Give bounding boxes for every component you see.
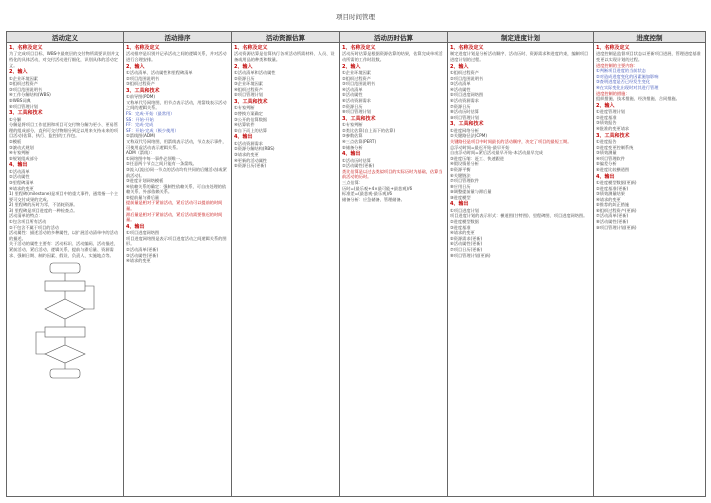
text-line: ③组织过程资产 — [126, 81, 155, 87]
text-line: 2) 里程碑的历时为零，不消耗资源。 — [9, 202, 78, 208]
section-heading: 4、输出 — [342, 151, 361, 158]
text-line: ①企业环境因素 — [9, 75, 38, 81]
header-resource-estimating: 活动资源估算 — [232, 32, 340, 43]
section-heading: 2、输入 — [596, 102, 615, 109]
section-heading: 2、输入 — [450, 63, 469, 70]
text-line: ⑧活动历时估算 — [450, 109, 479, 115]
text-line: ③活动属性(更新) — [126, 252, 159, 258]
text-line: ①活动清单、活动属性和里程碑清单 — [126, 70, 193, 75]
section-heading: 2、输入 — [126, 63, 145, 70]
text-line: 总浮动时间=最迟开始-最早开始 — [450, 144, 510, 150]
text-line: 活动属性：描述活动的多种属性，以扩展活动清单中的活动的描述。 — [9, 230, 118, 241]
text-line: SF：开始-完成（极少使用） — [126, 127, 179, 133]
section-heading: 3、工具和技术 — [450, 121, 484, 128]
text-line: ①分解 — [9, 116, 22, 122]
text-line: ②活动属性 — [9, 174, 30, 180]
text-line: 项目进度计划的表示形式：横道图(甘特图)、里程碑图、项目进度网络图。 — [450, 213, 588, 219]
text-line: ③项目范围说明书 — [342, 81, 376, 87]
text-line: ②进度基准(更新) — [596, 185, 629, 191]
text-line: ⑤自下而上的估算 — [234, 127, 268, 133]
text-line: ④假设情景分析 — [450, 161, 479, 167]
text-line: 3) 里程碑是项目进度的一种检查点。 — [9, 207, 78, 213]
flowchart-diagram — [30, 261, 100, 381]
section-heading: 1、名称及定义 — [450, 45, 484, 51]
text-line: ②关键路径法(CPM) — [450, 133, 488, 139]
text-line: ①项目进度网络图 — [126, 230, 160, 236]
text-line: ⑦项目管理软件 — [450, 178, 479, 184]
section-heading: 3、工具和技术 — [126, 87, 160, 94]
text-line: ⑤项目进度网络图 — [450, 92, 484, 98]
text-line: ①企业环境因素 — [342, 70, 371, 75]
text-line: ⑤资源需求(更新) — [450, 235, 483, 241]
text-line: ②组织过程资产 — [342, 75, 371, 81]
section-heading: 4、输出 — [450, 201, 469, 208]
text-line: 又称单代号网络图，用节点表示活动，用箭线表示活动之间的逻辑关系。 — [126, 99, 227, 111]
text-line: ②资源日历 — [234, 75, 255, 81]
text-line: ⑤偏差分析 — [596, 161, 617, 167]
process-table — [6, 31, 706, 497]
text-line: ②项目范围说明书 — [126, 75, 160, 81]
text-line: ⑤活动属性 — [342, 92, 363, 98]
text-line: 标准差=(最悲观-最乐观)/6 — [342, 191, 393, 197]
text-line: ⑨调整提前量与滞后量 — [450, 189, 492, 195]
text-line: ⑤储备分析 — [342, 144, 363, 150]
text-line: ⑤规划组成部分 — [9, 155, 38, 161]
column-schedule-development — [448, 43, 594, 497]
text-line: 活动资源估算是估算执行各项活动所需材料、人员、设备或用品的种类和数量。 — [234, 51, 335, 62]
text-line: ①活动清单和活动属性 — [234, 70, 276, 75]
section-heading: 4、输出 — [9, 162, 28, 169]
text-line: 进度控制是监督项目状态以更新项目进展、管理进度基准变更以实现计划的过程。 — [596, 51, 701, 62]
text-line: ①活动历时估算 — [342, 157, 371, 163]
text-line: ②项目范围说明书 — [450, 75, 484, 81]
text-line: ④请求的变更 — [126, 258, 151, 264]
text-line: ⑤提前量与滞后量 — [126, 194, 160, 200]
text-line: 活动排序是识别并记录活动之间的逻辑关系，并对活动进行合理安排。 — [126, 51, 227, 62]
text-line: ④批准的变更请求 — [596, 125, 630, 131]
text-line: ⑦资源日历 — [342, 103, 363, 109]
text-line: ④组织过程资产 — [234, 86, 263, 92]
text-line: ②对造成进度变化的因素施加影响 — [596, 73, 659, 79]
text-line: ①活动清单 — [9, 168, 30, 174]
text-line: 三点估算： — [342, 179, 363, 185]
column-activity-sequencing — [124, 43, 232, 497]
text-line: ⑧项目管理计划 — [342, 109, 371, 115]
header-duration-estimating: 活动历时估算 — [340, 32, 448, 43]
section-heading: 1、名称及定义 — [342, 45, 376, 51]
text-line: 历时=(最乐观+4×最可能+最悲观)/6 — [342, 185, 413, 191]
text-line: ③滚动式规划 — [9, 144, 34, 150]
text-line: ②进度模型数据 — [450, 219, 479, 225]
text-line: ④估算软件 — [234, 122, 255, 128]
column-duration-estimating — [340, 43, 448, 497]
header-activity-definition: 活动定义 — [7, 32, 124, 43]
text-line: ②不包含不属于项目的活动 — [9, 224, 59, 230]
text-line: ①进度管理计划 — [596, 109, 625, 115]
text-line: ②组织过程资产 — [9, 81, 38, 87]
column-schedule-control — [594, 43, 706, 497]
text-line: ④三点估算(PERT) — [342, 138, 377, 144]
text-line: 关键路径是项目中时间最长的活动顺序，决定了项目的最短工期。 — [450, 138, 572, 144]
text-line: ⑩进度模型 — [450, 194, 471, 200]
text-line: ⑧应用日历 — [450, 183, 471, 189]
text-line: ②类比估算(自上而下的估算) — [342, 127, 396, 133]
section-heading: 3、工具和技术 — [342, 115, 376, 122]
section-heading: 4、输出 — [234, 134, 253, 141]
text-line: ①专家判断 — [342, 122, 363, 128]
text-line: 进度控制的主要内容： — [596, 62, 638, 68]
text-line: ④请求的变更 — [450, 230, 475, 236]
text-line: 组织措施、技术措施、经济措施、合同措施。 — [596, 96, 680, 102]
text-line: 项目进度网络图是表示项目进度活动之间逻辑关系的图形。 — [126, 235, 227, 247]
text-line: ③企业环境因素 — [234, 81, 263, 87]
text-line: FF：完成-完成 — [126, 122, 154, 128]
text-line: ④请求的变更 — [9, 185, 34, 191]
text-line: ④依赖关系的确定：强制性依赖关系、可自由处理的依赖关系、外部依赖关系。 — [126, 183, 227, 195]
text-line: ③绩效报告 — [596, 120, 617, 126]
text-line: 关于活动的属性主要有：活动标识、活动编码、活动描述、紧前活动、紧后活动、逻辑关系、提前与滞后量、资源需求、强制日期、制约因素、假设、负责人、实施地点等。 — [9, 241, 118, 258]
text-line: ④活动清单 — [342, 86, 363, 92]
text-line: ①进度网络分析 — [450, 127, 479, 133]
text-line: 提前量是相对于紧前活动，紧后活动可以提前的时间量。 — [126, 200, 223, 212]
column-activity-definition — [7, 43, 124, 497]
text-line: ④项目管理软件 — [596, 155, 625, 161]
text-line: 储备分析：应急储备、管理储备。 — [342, 196, 405, 202]
text-line: 进度控制的措施： — [596, 90, 630, 96]
column-resource-estimating — [232, 43, 340, 497]
text-line: ④专家判断 — [9, 150, 30, 156]
text-line: ①进度报告 — [596, 138, 617, 144]
text-line: ①判断项目进度的当前状态 — [596, 68, 646, 74]
text-line: ⑦资源日历 — [450, 103, 471, 109]
header-schedule-development: 制定进度计划 — [448, 32, 594, 43]
header-schedule-control: 进度控制 — [594, 32, 706, 43]
text-line: ②箭线图(ADM) — [126, 133, 156, 139]
text-line: 制定进度计划是分析活动顺序、活动历时、资源需求和进度约束，编制项目进度计划的过程。 — [450, 51, 589, 62]
text-line: 活动历时估算是根据资源估算的结果，估算完成单项活动所需的工作时段数。 — [342, 51, 443, 62]
text-line: ④请求的变更 — [596, 196, 621, 202]
text-line: ③项目范围说明书 — [9, 86, 43, 92]
text-line: ①组织过程资产 — [450, 70, 479, 75]
section-heading: 2、输入 — [9, 69, 28, 76]
text-line: ⑦活动清单(更新) — [596, 213, 629, 219]
text-line: ③公开的估算数据 — [234, 116, 268, 122]
text-line: ④工作分解结构(WBS) — [9, 92, 51, 98]
text-line: 又称双代号网络图，用箭线表示活动，节点表示事件，可使用虚活动表示逻辑关系。 — [126, 138, 227, 150]
text-line: ②替换方案确定 — [234, 110, 263, 116]
text-line: ⑤资源日历(更新) — [234, 163, 267, 169]
text-line: ①项目进度计划 — [450, 207, 479, 213]
text-line: ①活动资源需求 — [234, 140, 263, 146]
section-heading: 1、名称及定义 — [234, 45, 268, 51]
section-heading: 4、输出 — [126, 223, 145, 230]
text-line: ④更新的活动属性 — [234, 157, 268, 163]
text-line: ③进度压缩：赶工、快速跟进 — [450, 155, 505, 161]
text-line: ②进度基准 — [596, 114, 617, 120]
text-line: 自由浮动时间=紧后活动最早开始-本活动最早完成 — [450, 150, 543, 156]
text-line: ⑤WBS词典 — [9, 97, 31, 103]
text-line: ③进度计划网络模板 — [126, 178, 164, 184]
section-heading: 1、名称及定义 — [9, 45, 43, 51]
text-line: 分解是将项目工作范围和项目可交付物分解为更小、更易管理的组成部分，直到可交付物细分到足以用来支持未来的项目活动(估算、执行、监控)的工作包。 — [9, 122, 118, 139]
text-line: ⑦项目日历(更新) — [450, 247, 483, 253]
text-line: ⑤资源平衡 — [450, 166, 471, 172]
text-line: ⑤推荐的纠正措施 — [596, 202, 630, 208]
section-heading: 4、输出 — [596, 173, 615, 180]
section-heading: 3、工具和技术 — [596, 132, 630, 139]
text-line: ADM（箭线）： — [126, 150, 155, 156]
text-line: ⑥组织过程资产(更新) — [596, 207, 637, 213]
text-line: ③流入(流出)同一节点的活动均有共同的后继活动(或紧前活动)。 — [126, 166, 227, 178]
text-line: ①包含项目所有活动 — [9, 219, 47, 225]
text-line: ①专家判断 — [234, 105, 255, 111]
text-line: ⑨项目管理计划 — [450, 114, 479, 120]
text-line: ②活动属性(更新) — [342, 163, 375, 169]
text-line: ③请求的变更 — [234, 151, 259, 157]
section-heading: 2、输入 — [342, 63, 361, 70]
text-line: 滞后量是相对于紧前活动，紧后活动需要推迟的时间量。 — [126, 211, 223, 223]
section-heading: 3、工具和技术 — [9, 110, 43, 117]
text-line: 为了完成项目目标，WBS中最底层的交付物所需要识别并文档化的具体活动，对交付活动进行细化，识别具体的活动定义。 — [9, 51, 120, 68]
text-line: ④在实际变化出现时对其进行管理 — [596, 84, 659, 90]
text-line: ③参数估算 — [342, 133, 363, 139]
text-line: ③查明进度是否已经发生变化 — [596, 79, 651, 85]
text-line: ③绩效测量 — [596, 150, 617, 156]
content-row — [7, 43, 706, 497]
text-line: ②任意两个节点之间只能有一条箭线。 — [126, 161, 197, 167]
text-line: ①前导图(PDM) — [126, 94, 155, 100]
text-line: ⑥活动属性(更新) — [450, 241, 483, 247]
text-line: ②模板 — [9, 138, 22, 144]
text-line: ⑤项目管理计划 — [234, 92, 263, 98]
section-heading: 1、名称及定义 — [126, 45, 160, 51]
text-line: ⑨项目管理计划(更新) — [596, 224, 637, 230]
text-line: 活动清单的特点： — [9, 213, 43, 219]
section-heading: 1、名称及定义 — [596, 45, 630, 51]
text-line: 类比估算是以过去类似项目的实际历时为基础，估算当前活动的历时。 — [342, 168, 443, 180]
text-line: ③绩效测量结果 — [596, 191, 625, 197]
text-line: ③进度基准 — [450, 224, 471, 230]
text-line: FS：完成-开始（最常用） — [126, 110, 175, 116]
text-line: ②进度变更控制系统 — [596, 144, 634, 150]
text-line: ②资源分解结构(RBS) — [234, 146, 275, 152]
text-line: 1) 里程碑(milestone)是项目中的重大事件，通常指一个主要可交付成果的完成。 — [9, 191, 119, 202]
text-line: ④活动属性 — [450, 86, 471, 92]
text-line: ①进度模型数据(更新) — [596, 179, 637, 185]
section-heading: 2、输入 — [234, 63, 253, 70]
text-line: ①网络图中每一事件必须唯一。 — [126, 155, 185, 161]
text-line: ⑥项目管理计划 — [9, 103, 38, 109]
text-line: ⑥活动资源需求 — [450, 97, 479, 103]
section-heading: 3、工具和技术 — [234, 98, 268, 105]
header-row — [7, 32, 706, 43]
page-title: 项目时间管理 — [336, 13, 375, 21]
text-line: ⑥进度比较横道图 — [596, 166, 630, 172]
text-line: ⑥活动资源需求 — [342, 97, 371, 103]
text-line: ②活动清单(更新) — [126, 247, 159, 253]
text-line: ③活动清单 — [450, 81, 471, 87]
text-line: SS：开始-开始 — [126, 116, 154, 122]
text-line: ⑥关键链法 — [450, 172, 471, 178]
text-line: ⑧活动属性(更新) — [596, 219, 629, 225]
text-line: ③里程碑清单 — [9, 179, 34, 185]
header-activity-sequencing: 活动排序 — [124, 32, 232, 43]
text-line: ⑧项目管理计划(更新) — [450, 252, 491, 258]
